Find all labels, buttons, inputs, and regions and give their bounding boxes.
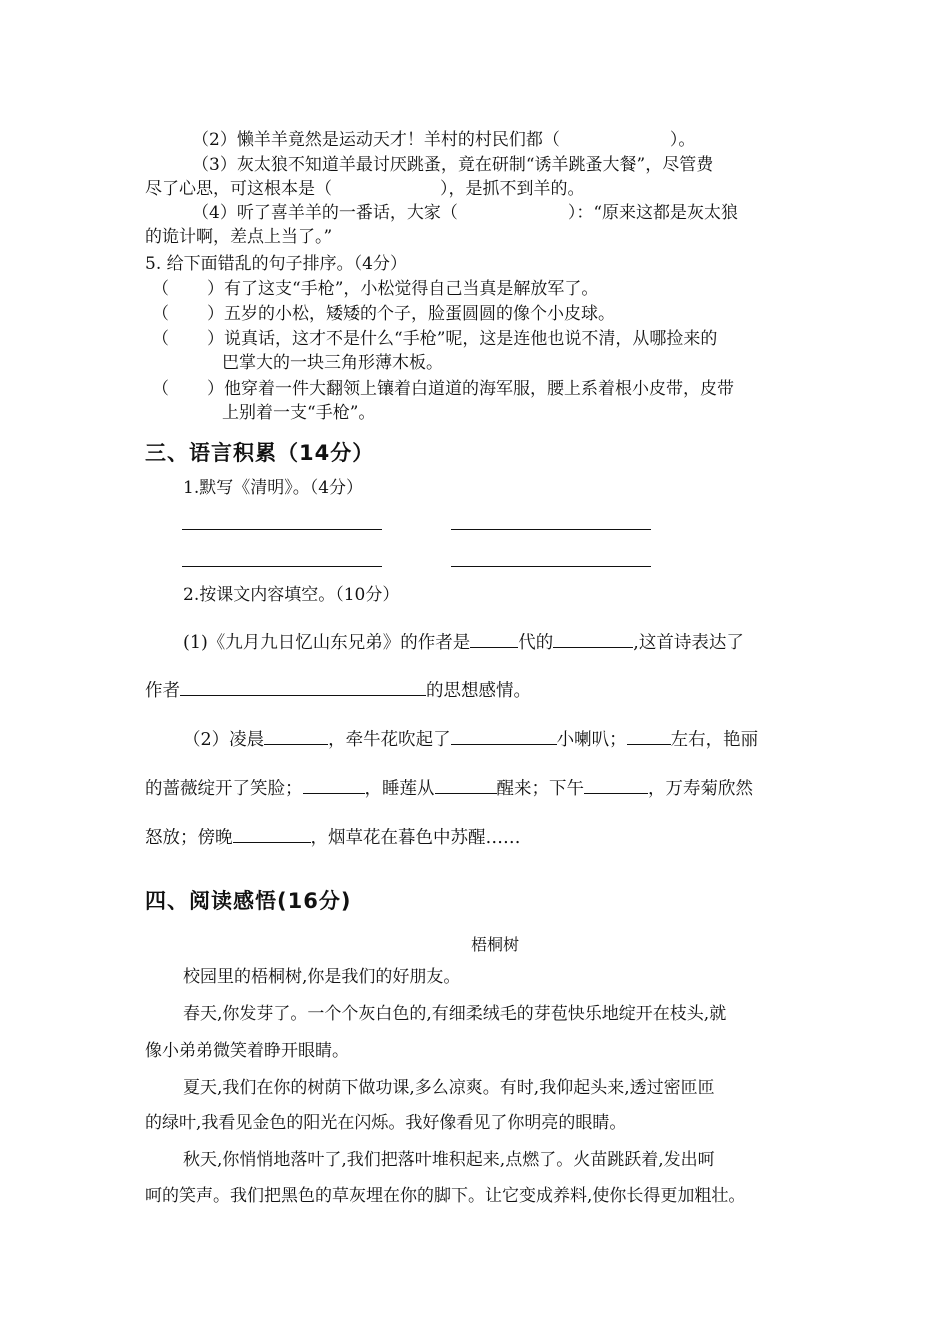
section-4-heading: 四、阅读感悟(16分) [145,889,352,913]
section-3-heading: 三、语言积累（14分） [145,441,375,465]
poem-line-blank[interactable] [451,566,651,567]
sec3-p1-line1: (1)《九月九日忆山东兄弟》的作者是 代的 ,这首诗表达了 [183,633,744,653]
sec3-p1-line2: 作者 的思想感情。 [145,681,531,701]
q4-item3-line1: （3）灰太狼不知道羊最讨厌跳蚤，竟在研制“诱羊跳蚤大餐”，尽管费 [192,155,714,175]
passage-title: 梧桐树 [470,935,519,954]
passage-line: 的绿叶,我看见金色的阳光在闪烁。我好像看见了你明亮的眼睛。 [145,1113,627,1133]
q5-sentence-1: （ ）有了这支“手枪”，小松觉得自己当真是解放军了。 [152,279,599,299]
q4-item4-line1: （4）听了喜羊羊的一番话，大家（ ）：“原来这都是灰太狼 [192,203,739,223]
sec3-q1: 1.默写《清明》。（4分） [183,478,364,498]
q5-sentence-4-cont: 上别着一支“手枪”。 [222,403,376,423]
passage-line: 春天,你发芽了。一个个灰白色的,有细柔绒毛的芽苞快乐地绽开在枝头,就 [183,1004,727,1024]
passage-line: 呵的笑声。我们把黑色的草灰埋在你的脚下。让它变成养料,使你长得更加粗壮。 [145,1186,746,1206]
fill-blank[interactable] [584,777,648,794]
fill-blank[interactable] [303,777,365,794]
q5-title: 5. 给下面错乱的句子排序。（4分） [145,254,407,274]
fill-blank[interactable] [470,631,518,648]
fill-blank[interactable] [451,728,557,745]
q4-item3-line2: 尽了心思，可这根本是（ ），是抓不到羊的。 [145,179,585,199]
poem-line-blank[interactable] [182,566,382,567]
q4-item4-line2: 的诡计啊，差点上当了。” [145,227,333,247]
q5-sentence-3: （ ）说真话，这才不是什么“手枪”呢，这是连他也说不清，从哪捡来的 [152,329,718,349]
sec3-p2-line3: 怒放；傍晚 ，烟草花在暮色中苏醒…… [145,828,521,848]
passage-line: 秋天,你悄悄地落叶了,我们把落叶堆积起来,点燃了。火苗跳跃着,发出呵 [183,1150,715,1170]
fill-blank[interactable] [180,679,426,696]
passage-line: 夏天,我们在你的树荫下做功课,多么凉爽。有时,我仰起头来,透过密匝匝 [183,1078,715,1098]
fill-blank[interactable] [435,777,497,794]
fill-blank[interactable] [233,826,311,843]
q4-item2: （2）懒羊羊竟然是运动天才！羊村的村民们都（ ）。 [192,130,696,150]
sec3-p2-line1: （2）凌晨 ，牵牛花吹起了 小喇叭； 左右，艳丽 [183,730,759,750]
passage-line: 像小弟弟微笑着睁开眼睛。 [145,1041,349,1061]
poem-line-blank[interactable] [451,529,651,530]
q5-sentence-2: （ ）五岁的小松，矮矮的个子，脸蛋圆圆的像个小皮球。 [152,304,615,324]
fill-blank[interactable] [553,631,633,648]
poem-line-blank[interactable] [182,529,382,530]
fill-blank[interactable] [627,728,671,745]
sec3-q2: 2.按课文内容填空。（10分） [183,585,400,605]
sec3-p2-line2: 的蔷薇绽开了笑脸； ，睡莲从 醒来；下午 ，万寿菊欣然 [145,779,753,799]
passage-line: 校园里的梧桐树,你是我们的好朋友。 [183,967,461,987]
q5-sentence-3-cont: 巴掌大的一块三角形薄木板。 [222,353,443,373]
q5-sentence-4: （ ）他穿着一件大翻领上镶着白道道的海军服，腰上系着根小皮带，皮带 [152,379,734,399]
fill-blank[interactable] [264,728,328,745]
